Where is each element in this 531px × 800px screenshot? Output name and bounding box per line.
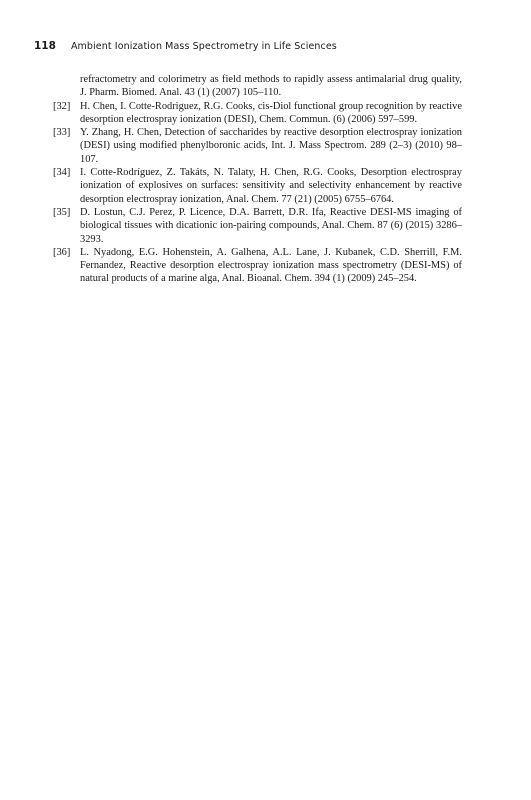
reference-item: [53, 100, 462, 127]
running-header: [34, 40, 484, 52]
reference-number: [34]: [53, 167, 71, 179]
reference-text: Y. Zhang, H. Chen, Detection of saccharides by reactive desorption electrospray ionization (DESI) using modified phenylboronic acids, Int. J. Mass Spectrom. 289 (2–3) (2010) 98–107.: [80, 127, 462, 165]
reference-text: H. Chen, I. Cotte-Rodriguez, R.G. Cooks, cis-Diol functional group recognition by reactive desorption electrospray ionization (DESI), Chem. Commun. (6) (2006) 597–599.: [80, 100, 462, 125]
reference-text: L. Nyadong, E.G. Hohenstein, A. Galhena, A.L. Lane, J. Kubanek, C.D. Sherrill, F.M. Fernandez, Reactive desorption electrospray ionization mass spectrometry (DESI-MS) of natural products of a marine alga, Anal. Bioanal. Chem. 394 (1) (2009) 245–254.: [80, 246, 462, 285]
page-number: 118: [34, 40, 56, 52]
reference-list: [53, 73, 462, 286]
reference-item: [53, 126, 462, 166]
running-title: Ambient Ionization Mass Spectrometry in Life Sciences: [70, 41, 337, 52]
reference-item: [53, 166, 462, 206]
reference-item: [59, 73, 462, 100]
reference-item: [53, 206, 462, 246]
reference-number: [36]: [53, 246, 71, 258]
reference-text: I. Cotte-Rodríguez, Z. Takáts, N. Talaty, H. Chen, R.G. Cooks, Desorption electrospray ionization of explosives on surfaces: sensitivity and selectivity enhancement by reactive desorption electrospray ionization, Anal. Chem. 77 (21) (2005) 6755–6764.: [80, 167, 462, 205]
reference-number: [32]: [53, 100, 71, 112]
reference-number: [35]: [53, 206, 71, 218]
reference-item: [53, 246, 462, 286]
reference-text: D. Lostun, C.J. Perez, P. Licence, D.A. Barrett, D.R. Ifa, Reactive DESI-MS imaging of biological tissues with dicationic ion-pairing compounds, Anal. Chem. 87 (6) (2015) 3286–3293.: [80, 206, 462, 245]
reference-number: [33]: [53, 127, 71, 139]
reference-text: refractometry and colorimetry as field methods to rapidly assess antimalarial drug quality, J. Pharm. Biomed. Anal. 43 (1) (2007) 105–110.: [80, 74, 462, 99]
